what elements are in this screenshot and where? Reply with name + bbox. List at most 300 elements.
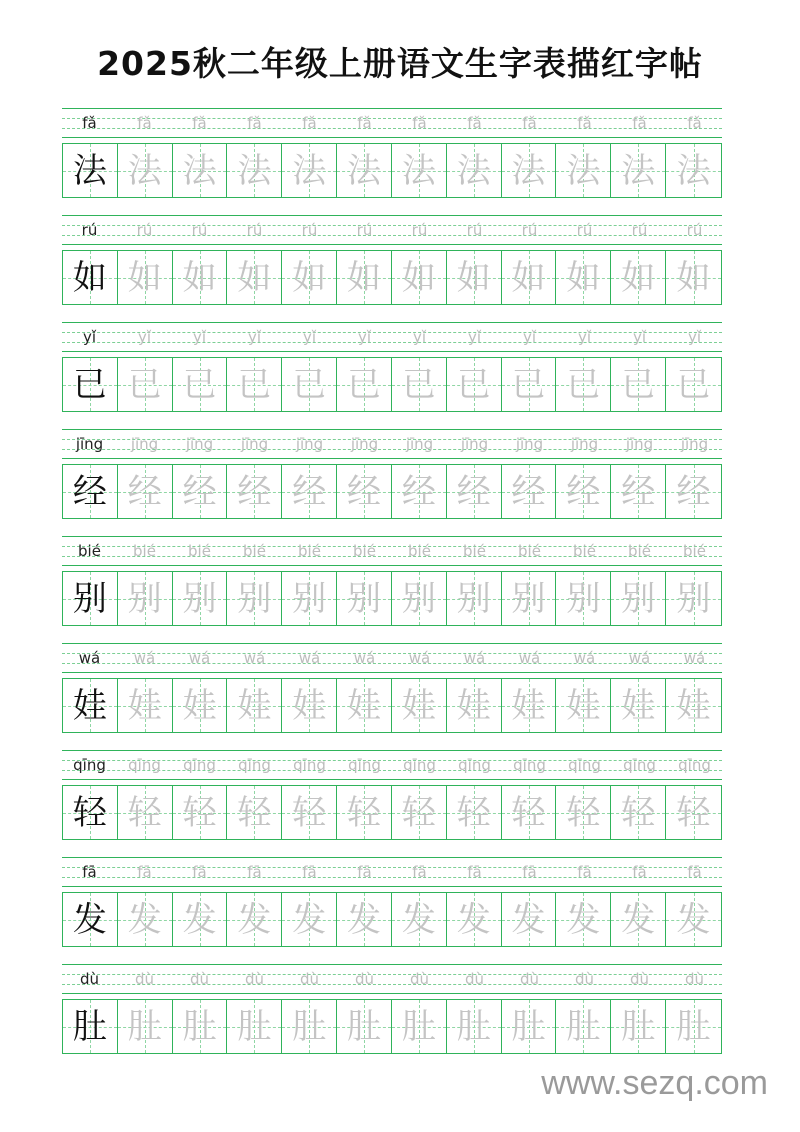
pinyin-trace: jīng [515,435,544,453]
trace-character: 轻 [182,792,217,833]
trace-character: 已 [237,364,272,405]
model-character: 肚 [72,1006,107,1047]
character-grid [62,571,722,626]
tian-zi-cell [173,572,228,625]
tian-zi-cell [227,893,282,946]
pinyin-trace: bié [408,542,431,560]
pinyin-trace: jīng [350,435,379,453]
trace-character: 发 [401,899,436,940]
pinyin-model: fǎ [82,114,97,132]
pinyin-model: jīng [75,435,104,453]
pinyin-trace: rú [631,221,648,239]
trace-character: 如 [676,257,711,298]
pinyin-trace: fǎ [192,114,207,132]
trace-character: 娃 [621,685,656,726]
tian-zi-cell [337,1000,392,1053]
pinyin-trace: jīng [185,435,214,453]
pinyin-trace: bié [133,542,156,560]
pinyin-trace: wá [408,649,431,667]
trace-character: 发 [182,899,217,940]
trace-character: 法 [621,150,656,191]
pinyin-trace: fǎ [467,114,482,132]
trace-character: 经 [127,471,162,512]
pinyin-trace: yǐ [467,328,482,346]
trace-character: 别 [182,578,217,619]
trace-character: 如 [347,257,382,298]
pinyin-model: bié [78,542,101,560]
tian-zi-cell [227,465,282,518]
pinyin-trace: rú [576,221,593,239]
tian-zi-cell [392,572,447,625]
trace-character: 发 [676,899,711,940]
pinyin-trace: fǎ [302,114,317,132]
trace-character: 法 [456,150,491,191]
trace-character: 肚 [456,1006,491,1047]
trace-character: 法 [237,150,272,191]
tian-zi-cell [392,251,447,304]
pinyin-trace: yǐ [577,328,592,346]
tian-zi-cell [173,144,228,197]
tian-zi-cell [666,251,721,304]
model-character: 娃 [72,685,107,726]
trace-character: 已 [401,364,436,405]
trace-character: 如 [566,257,601,298]
trace-character: 已 [511,364,546,405]
pinyin-model: dù [79,970,100,988]
trace-character: 轻 [676,792,711,833]
tian-zi-cell [227,1000,282,1053]
pinyin-trace: rú [301,221,318,239]
tian-zi-cell [282,251,337,304]
tian-zi-cell [666,893,721,946]
tian-zi-cell [556,251,611,304]
tian-zi-cell [63,358,118,411]
tian-zi-cell [502,251,557,304]
pinyin-trace: yǐ [192,328,207,346]
model-character: 如 [72,257,107,298]
tian-zi-cell [502,358,557,411]
tian-zi-cell [337,251,392,304]
tian-zi-cell [63,1000,118,1053]
trace-character: 肚 [127,1006,162,1047]
trace-character: 轻 [237,792,272,833]
trace-character: 别 [347,578,382,619]
pinyin-trace: bié [683,542,706,560]
trace-character: 经 [676,471,711,512]
pinyin-trace: qīng [238,756,271,774]
pinyin-trace: fǎ [412,114,427,132]
tian-zi-cell [392,893,447,946]
trace-character: 娃 [292,685,327,726]
pinyin-trace: qīng [403,756,436,774]
pinyin-trace: yǐ [522,328,537,346]
trace-character: 发 [347,899,382,940]
trace-character: 娃 [347,685,382,726]
tian-zi-cell [63,465,118,518]
model-character: 经 [72,471,107,512]
character-grid [62,143,722,198]
pinyin-trace: fā [687,863,702,881]
pinyin-trace: fā [412,863,427,881]
pinyin-trace: wá [573,649,596,667]
tian-zi-cell [337,465,392,518]
trace-character: 发 [292,899,327,940]
tian-zi-cell [666,358,721,411]
pinyin-trace: qīng [183,756,216,774]
trace-character: 肚 [237,1006,272,1047]
tian-zi-cell [282,679,337,732]
trace-character: 娃 [511,685,546,726]
trace-character: 肚 [182,1006,217,1047]
model-character: 别 [72,578,107,619]
tian-zi-cell [611,251,666,304]
pinyin-trace: fǎ [687,114,702,132]
tian-zi-cell [502,1000,557,1053]
tian-zi-cell [502,893,557,946]
pinyin-trace: qīng [513,756,546,774]
trace-character: 已 [621,364,656,405]
trace-character: 娃 [182,685,217,726]
trace-character: 已 [127,364,162,405]
tian-zi-cell [118,251,173,304]
tian-zi-cell [611,572,666,625]
pinyin-trace: bié [518,542,541,560]
tian-zi-cell [392,786,447,839]
trace-character: 如 [237,257,272,298]
tian-zi-cell [556,465,611,518]
tian-zi-cell [666,465,721,518]
pinyin-trace: wá [133,649,156,667]
tian-zi-cell [173,786,228,839]
page-title: 2025秋二年级上册语文生字表描红字帖 [97,44,703,83]
tian-zi-cell [556,786,611,839]
tian-zi-cell [502,572,557,625]
tian-zi-cell [173,465,228,518]
tian-zi-cell [118,893,173,946]
trace-character: 经 [621,471,656,512]
tian-zi-cell [227,251,282,304]
tian-zi-cell [611,893,666,946]
trace-character: 肚 [621,1006,656,1047]
pinyin-trace: fā [137,863,152,881]
tian-zi-cell [173,251,228,304]
tian-zi-cell [118,679,173,732]
tian-zi-cell [611,144,666,197]
pinyin-model: qīng [73,756,106,774]
pinyin-trace: wá [518,649,541,667]
trace-character: 法 [401,150,436,191]
tian-zi-cell [447,358,502,411]
pinyin-trace: qīng [678,756,711,774]
tian-zi-cell [337,144,392,197]
character-grid [62,678,722,733]
pinyin-trace: qīng [568,756,601,774]
trace-character: 法 [182,150,217,191]
tian-zi-cell [282,358,337,411]
tian-zi-cell [63,893,118,946]
tian-zi-cell [556,679,611,732]
tian-zi-cell [447,893,502,946]
trace-character: 如 [292,257,327,298]
character-grid [62,250,722,305]
pinyin-trace: qīng [348,756,381,774]
trace-character: 轻 [292,792,327,833]
trace-character: 肚 [347,1006,382,1047]
practice-row [62,750,722,857]
trace-character: 发 [511,899,546,940]
trace-character: 别 [511,578,546,619]
tian-zi-cell [502,465,557,518]
tian-zi-cell [227,679,282,732]
pinyin-trace: rú [686,221,703,239]
trace-character: 经 [511,471,546,512]
tian-zi-cell [173,358,228,411]
pinyin-model: yǐ [82,328,97,346]
practice-row [62,964,722,1071]
pinyin-trace: wá [628,649,651,667]
trace-character: 别 [292,578,327,619]
practice-rows [62,108,722,1071]
pinyin-trace: fā [247,863,262,881]
tian-zi-cell [502,786,557,839]
pinyin-trace: rú [246,221,263,239]
watermark: www.sezq.com [541,1064,768,1102]
trace-character: 别 [456,578,491,619]
trace-character: 法 [511,150,546,191]
tian-zi-cell [282,1000,337,1053]
trace-character: 如 [127,257,162,298]
model-character: 轻 [72,792,107,833]
pinyin-trace: fǎ [577,114,592,132]
trace-character: 法 [566,150,601,191]
trace-character: 已 [182,364,217,405]
trace-character: 经 [292,471,327,512]
pinyin-trace: fǎ [357,114,372,132]
trace-character: 如 [511,257,546,298]
trace-character: 别 [621,578,656,619]
trace-character: 轻 [347,792,382,833]
pinyin-trace: bié [573,542,596,560]
tian-zi-cell [392,144,447,197]
tian-zi-cell [611,679,666,732]
tian-zi-cell [118,1000,173,1053]
trace-character: 肚 [566,1006,601,1047]
trace-character: 已 [292,364,327,405]
tian-zi-cell [502,679,557,732]
character-grid [62,892,722,947]
trace-character: 别 [401,578,436,619]
tian-zi-cell [666,572,721,625]
practice-row [62,429,722,536]
tian-zi-cell [392,1000,447,1053]
tian-zi-cell [118,144,173,197]
pinyin-trace: yǐ [302,328,317,346]
tian-zi-cell [118,465,173,518]
trace-character: 娃 [566,685,601,726]
tian-zi-cell [556,572,611,625]
tian-zi-cell [666,1000,721,1053]
tian-zi-cell [227,786,282,839]
pinyin-trace: yǐ [632,328,647,346]
pinyin-trace: wá [683,649,706,667]
pinyin-trace: bié [298,542,321,560]
model-character: 法 [72,150,107,191]
pinyin-trace: fā [192,863,207,881]
tian-zi-cell [173,1000,228,1053]
tian-zi-cell [666,679,721,732]
pinyin-trace: bié [628,542,651,560]
trace-character: 肚 [676,1006,711,1047]
tian-zi-cell [611,358,666,411]
trace-character: 已 [676,364,711,405]
tian-zi-cell [447,679,502,732]
trace-character: 已 [566,364,601,405]
pinyin-trace: fā [522,863,537,881]
tian-zi-cell [611,786,666,839]
pinyin-trace: fǎ [247,114,262,132]
pinyin-trace: dù [189,970,210,988]
trace-character: 如 [456,257,491,298]
trace-character: 经 [566,471,601,512]
pinyin-trace: qīng [128,756,161,774]
tian-zi-cell [392,679,447,732]
trace-character: 法 [676,150,711,191]
trace-character: 肚 [292,1006,327,1047]
trace-character: 经 [182,471,217,512]
trace-character: 别 [237,578,272,619]
tian-zi-cell [227,358,282,411]
practice-row [62,643,722,750]
tian-zi-cell [63,144,118,197]
trace-character: 已 [347,364,382,405]
pinyin-trace: fā [632,863,647,881]
tian-zi-cell [282,144,337,197]
trace-character: 经 [401,471,436,512]
trace-character: 轻 [511,792,546,833]
tian-zi-cell [227,144,282,197]
tian-zi-cell [447,465,502,518]
pinyin-trace: yǐ [137,328,152,346]
pinyin-trace: jīng [405,435,434,453]
pinyin-trace: wá [188,649,211,667]
pinyin-trace: jīng [570,435,599,453]
trace-character: 娃 [401,685,436,726]
tian-zi-cell [282,572,337,625]
pinyin-trace: bié [463,542,486,560]
trace-character: 法 [127,150,162,191]
pinyin-trace: rú [356,221,373,239]
trace-character: 发 [621,899,656,940]
trace-character: 发 [127,899,162,940]
tian-zi-cell [666,144,721,197]
pinyin-trace: jīng [460,435,489,453]
trace-character: 发 [566,899,601,940]
tian-zi-cell [447,572,502,625]
model-character: 已 [72,364,107,405]
trace-character: 娃 [456,685,491,726]
tian-zi-cell [337,572,392,625]
pinyin-trace: jīng [625,435,654,453]
trace-character: 轻 [401,792,436,833]
practice-row [62,536,722,643]
pinyin-trace: dù [134,970,155,988]
pinyin-trace: wá [353,649,376,667]
tian-zi-cell [282,893,337,946]
trace-character: 发 [456,899,491,940]
practice-row [62,857,722,964]
tian-zi-cell [611,1000,666,1053]
pinyin-trace: bié [188,542,211,560]
tian-zi-cell [611,465,666,518]
pinyin-trace: rú [136,221,153,239]
tian-zi-cell [556,893,611,946]
tian-zi-cell [337,893,392,946]
trace-character: 轻 [566,792,601,833]
trace-character: 轻 [621,792,656,833]
tian-zi-cell [447,144,502,197]
tian-zi-cell [63,572,118,625]
pinyin-trace: dù [629,970,650,988]
tian-zi-cell [337,679,392,732]
pinyin-trace: qīng [458,756,491,774]
trace-character: 娃 [127,685,162,726]
trace-character: 经 [237,471,272,512]
character-grid [62,464,722,519]
pinyin-trace: dù [244,970,265,988]
pinyin-trace: jīng [130,435,159,453]
trace-character: 如 [182,257,217,298]
tian-zi-cell [227,572,282,625]
trace-character: 轻 [127,792,162,833]
pinyin-trace: dù [409,970,430,988]
pinyin-trace: wá [463,649,486,667]
pinyin-trace: rú [521,221,538,239]
trace-character: 娃 [676,685,711,726]
pinyin-trace: yǐ [357,328,372,346]
tian-zi-cell [447,1000,502,1053]
tian-zi-cell [556,144,611,197]
tian-zi-cell [118,786,173,839]
pinyin-trace: fā [302,863,317,881]
pinyin-trace: yǐ [247,328,262,346]
pinyin-trace: fā [357,863,372,881]
tian-zi-cell [118,358,173,411]
trace-character: 法 [347,150,382,191]
pinyin-trace: qīng [293,756,326,774]
trace-character: 肚 [511,1006,546,1047]
pinyin-trace: fǎ [522,114,537,132]
trace-character: 肚 [401,1006,436,1047]
pinyin-trace: jīng [680,435,709,453]
pinyin-trace: yǐ [412,328,427,346]
tian-zi-cell [666,786,721,839]
trace-character: 别 [127,578,162,619]
pinyin-trace: dù [299,970,320,988]
trace-character: 娃 [237,685,272,726]
tian-zi-cell [63,786,118,839]
tian-zi-cell [447,251,502,304]
pinyin-trace: fǎ [632,114,647,132]
tian-zi-cell [392,358,447,411]
model-character: 发 [72,899,107,940]
character-grid [62,999,722,1054]
pinyin-trace: jīng [240,435,269,453]
trace-character: 法 [292,150,327,191]
tian-zi-cell [173,679,228,732]
tian-zi-cell [337,358,392,411]
trace-character: 发 [237,899,272,940]
pinyin-trace: yǐ [687,328,702,346]
